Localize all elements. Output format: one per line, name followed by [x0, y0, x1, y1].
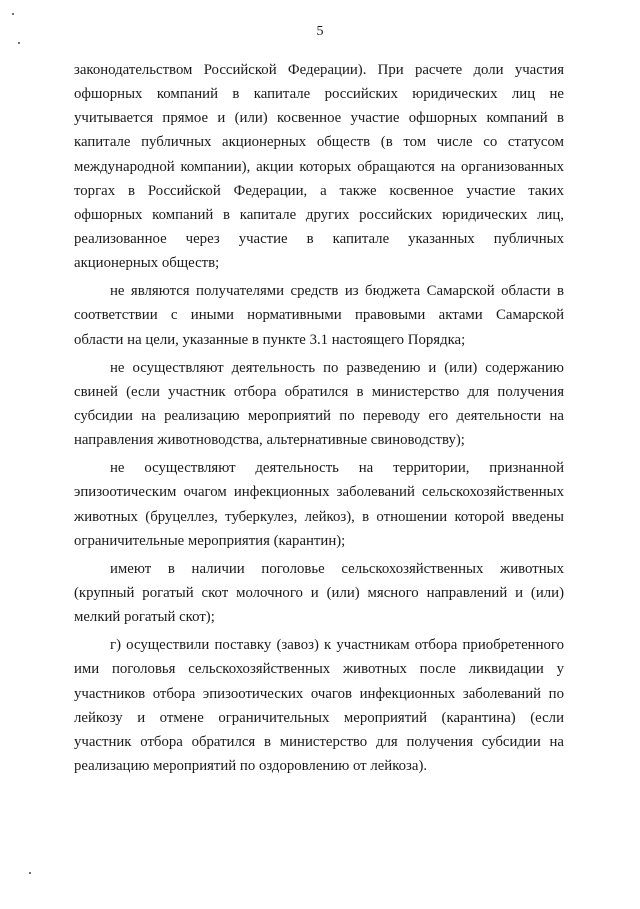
- text-line: учитывается прямое и (или) косвенное участие офшорных компаний в: [74, 110, 564, 127]
- text-line: участников отбора эпизоотических очагов инфекционных заболеваний по: [74, 685, 564, 702]
- text-line: (крупный рогатый скот молочного и (или) мясного направлений и (или): [74, 584, 564, 601]
- document-body: [74, 58, 564, 778]
- text-line: свиней (если участник отбора обратился в министерство для получения: [74, 383, 564, 400]
- text-line: ограничительные мероприятия (карантин);: [74, 532, 346, 549]
- text-line: законодательством Российской Федерации). При расчете доли участия: [74, 62, 564, 78]
- page-number: 5: [316, 24, 324, 39]
- text-line: не осуществляют деятельность на территории, признанной: [110, 460, 564, 477]
- text-line: офшорных компаний в капитале российских юридических лиц не: [74, 86, 564, 103]
- text-line: участник отбора обратился в министерство для получения субсидии на: [74, 733, 564, 750]
- text-line: ими поголовья сельскохозяйственных животных после ликвидации у: [74, 661, 564, 678]
- scan-speck: [12, 13, 14, 15]
- text-line: лейкозу и отмене ограничительных мероприятий (карантина) (если: [74, 709, 564, 726]
- text-line: капитале публичных акционерных обществ (в том числе со статусом: [74, 134, 564, 151]
- text-line: животных (бруцеллез, туберкулез, лейкоз), в отношении которой введены: [74, 508, 564, 525]
- text-line: международной компании), акции которых обращаются на организованных: [74, 158, 564, 175]
- text-line: не осуществляют деятельность по разведению и (или) содержанию: [110, 359, 564, 376]
- text-line: имеют в наличии поголовье сельскохозяйственных животных: [110, 560, 564, 577]
- text-line: не являются получателями средств из бюджета Самарской области в: [110, 283, 564, 300]
- text-line: эпизоотическим очагом инфекционных заболеваний сельскохозяйственных: [74, 484, 564, 501]
- text-line: г) осуществили поставку (завоз) к участникам отбора приобретенного: [110, 637, 564, 654]
- text-line: реализованное через участие в капитале указанных публичных: [74, 230, 564, 247]
- text-line: торгах в Российской Федерации, а также косвенное участие таких: [74, 182, 564, 199]
- text-line: направления животноводства, альтернативные свиноводству);: [74, 432, 465, 449]
- text-line: субсидии на реализацию мероприятий по переводу его деятельности на: [74, 407, 564, 424]
- text-line: области на цели, указанные в пункте 3.1 настоящего Порядка;: [74, 331, 466, 348]
- scan-speck: [18, 42, 20, 44]
- scan-speck: [29, 872, 31, 874]
- text-line: мелкий рогатый скот);: [74, 609, 215, 626]
- text-line: реализацию мероприятий по оздоровлению от лейкоза).: [74, 757, 428, 774]
- text-line: акционерных обществ;: [74, 255, 220, 272]
- text-line: соответствии с иными нормативными правовыми актами Самарской: [74, 307, 564, 324]
- text-line: офшорных компаний в капитале других российских юридических лиц,: [74, 206, 564, 223]
